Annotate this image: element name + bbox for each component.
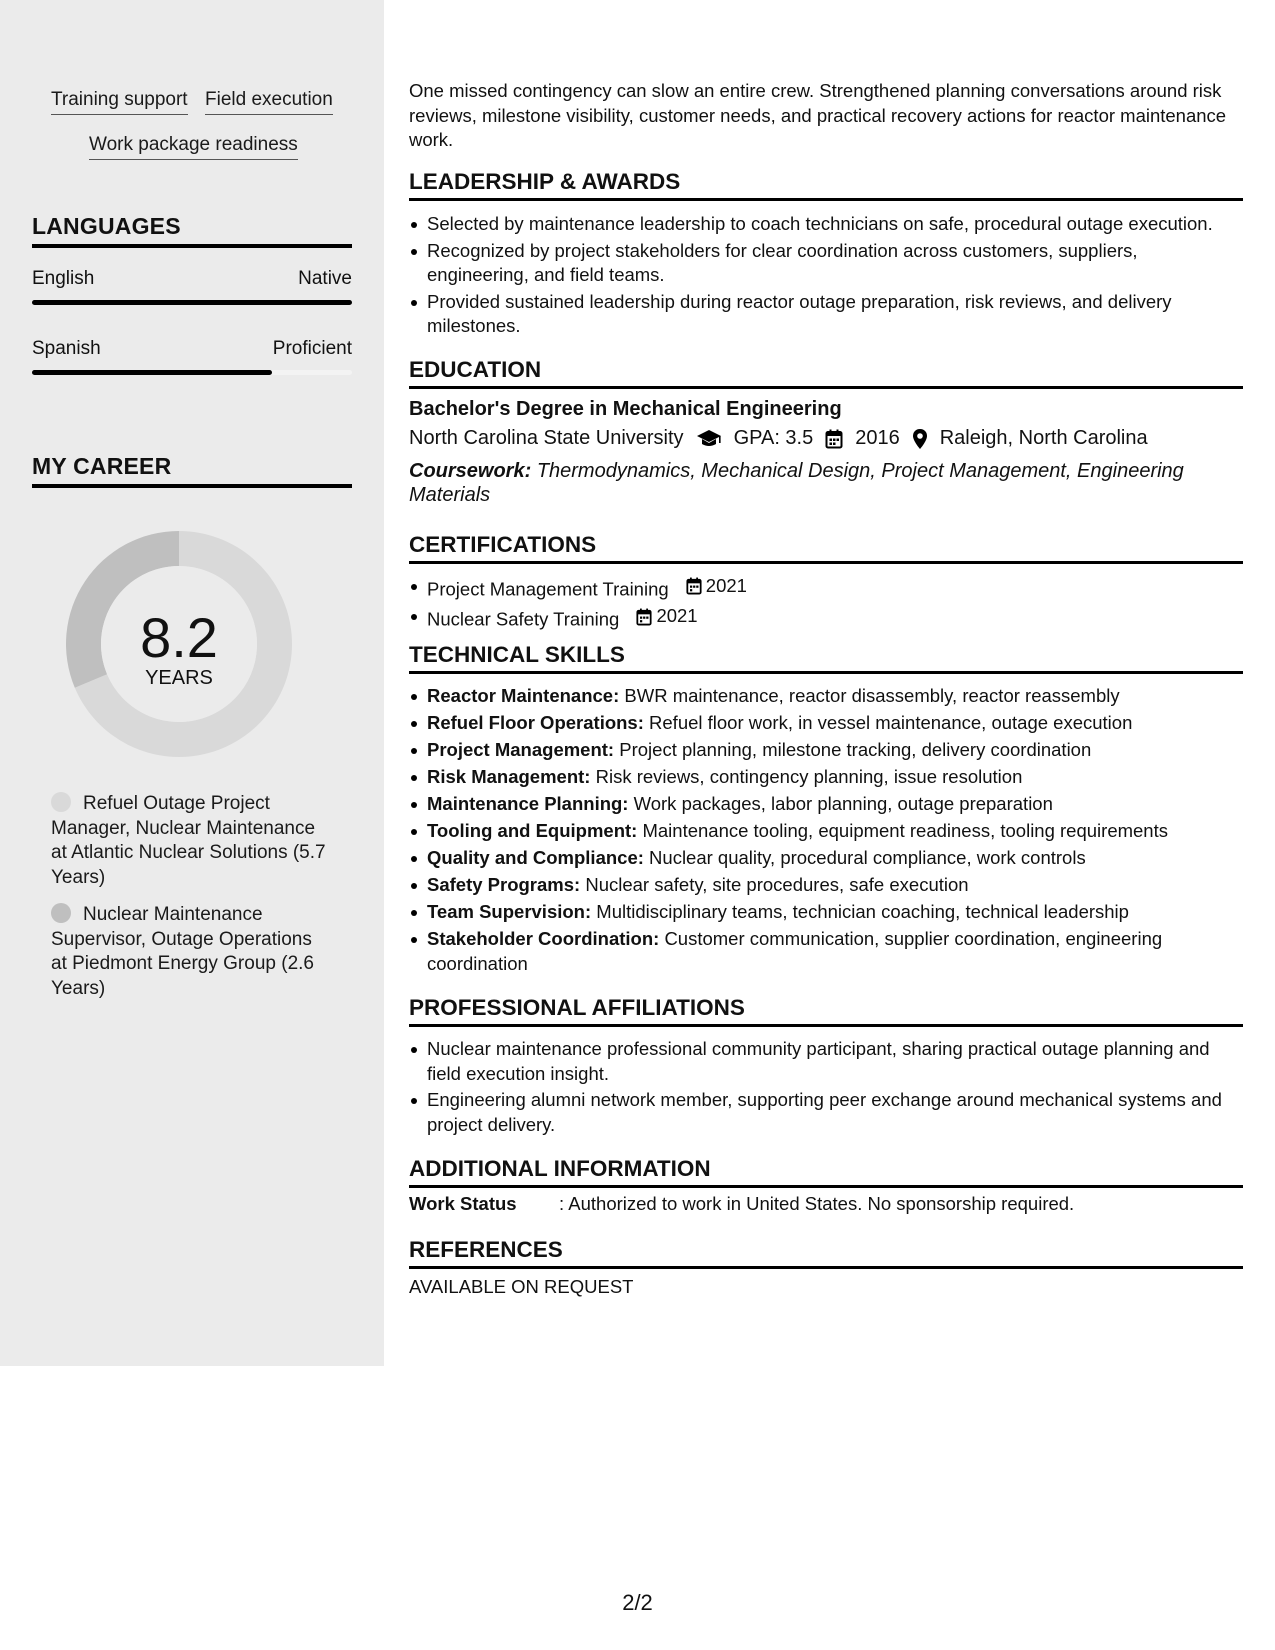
certification-item (409, 574, 1243, 602)
skill-label: Reactor Maintenance: (427, 685, 620, 706)
languages-heading: LANGUAGES (32, 213, 352, 248)
skill-label: Safety Programs: (427, 874, 581, 895)
skills-heading: TECHNICAL SKILLS (409, 642, 1243, 674)
additional-info-heading: ADDITIONAL INFORMATION (409, 1156, 1243, 1188)
skill-item (409, 792, 1243, 817)
certification-year: 2021 (656, 605, 698, 627)
certification-name: Project Management Training (427, 578, 669, 600)
references-text: AVAILABLE ON REQUEST (409, 1276, 634, 1297)
education-year: 2016 (855, 427, 900, 449)
skill-item (409, 846, 1243, 871)
skill-tag: Field execution (205, 89, 333, 115)
skill-item (409, 738, 1243, 763)
calendar-icon (825, 429, 843, 449)
skill-text: Maintenance tooling, equipment readiness, tooling requirements (642, 820, 1168, 841)
affiliation-item: Nuclear maintenance professional community participant, sharing practical outage planning and field execution insight. (409, 1037, 1243, 1086)
career-years-label: YEARS (145, 667, 213, 689)
sidebar (0, 0, 384, 1366)
affiliations-list (409, 1037, 1243, 1139)
career-legend-dot (51, 792, 71, 812)
calendar-icon (686, 577, 702, 595)
education-gpa: GPA: 3.5 (733, 427, 814, 449)
certification-date (636, 604, 697, 629)
page-number: 2/2 (622, 1590, 653, 1615)
skill-label: Maintenance Planning: (427, 793, 629, 814)
skill-label: Project Management: (427, 739, 615, 760)
skill-text: Nuclear quality, procedural compliance, work controls (649, 847, 1086, 868)
affiliations-heading: PROFESSIONAL AFFILIATIONS (409, 995, 1243, 1027)
work-status-label: Work Status (409, 1193, 517, 1214)
language-bar (32, 300, 352, 305)
certification-year: 2021 (705, 575, 747, 596)
skill-text: Multidisciplinary teams, technician coaching, technical leadership (596, 901, 1129, 922)
language-row (32, 338, 352, 360)
career-legend-item (51, 792, 331, 890)
skill-item (409, 900, 1243, 925)
leadership-heading: LEADERSHIP & AWARDS (409, 169, 1243, 201)
education-heading: EDUCATION (409, 357, 1243, 389)
language-bar (32, 370, 352, 375)
work-status-row (409, 1193, 1074, 1215)
skill-label: Quality and Compliance: (427, 847, 644, 868)
skill-label: Stakeholder Coordination: (427, 928, 660, 949)
certifications-list (409, 574, 1243, 635)
skill-item (409, 819, 1243, 844)
skill-item (409, 873, 1243, 898)
skill-text: Work packages, labor planning, outage preparation (633, 793, 1053, 814)
skill-label: Risk Management: (427, 766, 591, 787)
skill-item (409, 684, 1243, 709)
skill-item (409, 765, 1243, 790)
skill-label: Tooling and Equipment: (427, 820, 638, 841)
work-status-value: : Authorized to work in United States. No sponsorship required. (559, 1193, 1075, 1214)
skill-tag: Training support (51, 89, 188, 115)
skill-label: Refuel Floor Operations: (427, 712, 644, 733)
education-details (409, 427, 1148, 450)
affiliation-item: Engineering alumni network member, supporting peer exchange around mechanical systems and project delivery. (409, 1088, 1243, 1137)
career-legend-text: Refuel Outage Project Manager, Nuclear Maintenance at Atlantic Nuclear Solutions (5.7 Years) (51, 793, 326, 888)
language-bar-fill (32, 370, 272, 375)
coursework-label: Coursework: (409, 460, 532, 482)
language-name: Spanish (32, 338, 101, 359)
references-heading: REFERENCES (409, 1237, 1243, 1269)
education-coursework (409, 459, 1209, 507)
skills-list (409, 684, 1243, 979)
leadership-list (409, 212, 1243, 341)
career-years-number: 8.2 (140, 606, 218, 669)
language-bar-fill (32, 300, 352, 305)
education-school: North Carolina State University (409, 427, 684, 449)
education-degree: Bachelor's Degree in Mechanical Engineering (409, 398, 842, 420)
leadership-item: Selected by maintenance leadership to coach technicians on safe, procedural outage execution. (409, 212, 1243, 237)
certification-name: Nuclear Safety Training (427, 608, 620, 630)
language-level: Native (298, 268, 352, 289)
skill-text: BWR maintenance, reactor disassembly, reactor reassembly (624, 685, 1120, 706)
skill-text: Customer communication, supplier coordination, engineering coordination (427, 928, 1163, 974)
skill-label: Team Supervision: (427, 901, 592, 922)
skill-text: Project planning, milestone tracking, delivery coordination (619, 739, 1092, 760)
graduation-cap-icon (696, 429, 722, 449)
certification-item (409, 604, 1243, 632)
certification-date (686, 574, 747, 599)
language-row (32, 268, 352, 290)
education-location: Raleigh, North Carolina (939, 427, 1148, 449)
skill-text: Nuclear safety, site procedures, safe execution (585, 874, 969, 895)
skill-text: Refuel floor work, in vessel maintenance, outage execution (649, 712, 1133, 733)
skill-text: Risk reviews, contingency planning, issue resolution (595, 766, 1023, 787)
skill-tag: Work package readiness (89, 134, 298, 160)
main-content (409, 0, 1243, 1366)
certifications-heading: CERTIFICATIONS (409, 532, 1243, 564)
skill-item (409, 927, 1243, 976)
coursework-text: Thermodynamics, Mechanical Design, Project Management, Engineering Materials (409, 460, 1184, 506)
calendar-icon (636, 608, 652, 626)
leadership-item: Recognized by project stakeholders for clear coordination across customers, suppliers, engineering, and field teams. (409, 239, 1243, 288)
skill-item (409, 711, 1243, 736)
language-name: English (32, 268, 95, 289)
career-legend-text: Nuclear Maintenance Supervisor, Outage Operations at Piedmont Energy Group (2.6 Years) (51, 904, 314, 999)
location-pin-icon (912, 428, 928, 450)
leadership-item: Provided sustained leadership during reactor outage preparation, risk reviews, and delivery milestones. (409, 290, 1243, 339)
career-legend-dot (51, 903, 71, 923)
career-donut-chart (66, 531, 292, 757)
career-legend-item (51, 903, 331, 1001)
language-level: Proficient (272, 338, 352, 359)
career-heading: MY CAREER (32, 453, 352, 488)
summary-text: One missed contingency can slow an entire crew. Strengthened planning conversations around risk reviews, milestone visibility, customer needs, and practical recovery actions for reactor maintenance work. (409, 80, 1227, 150)
